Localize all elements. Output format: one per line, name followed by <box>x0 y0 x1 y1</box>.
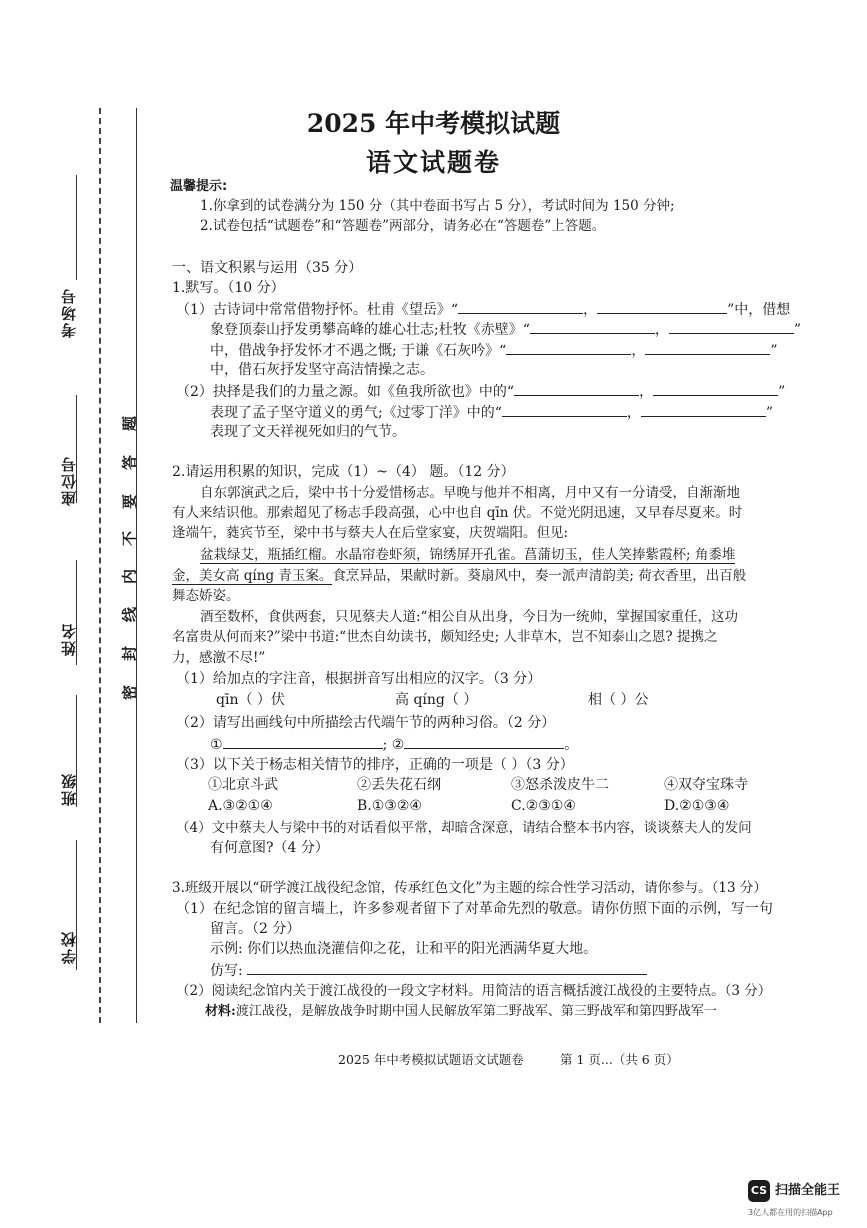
q2-sub3-choice-a[interactable]: A.③②①④ <box>208 798 273 814</box>
underlined-verse: 盆栽绿艾，瓶插红榴。水晶帘卷虾须，锦绣屏开孔雀。菖蒲切玉，佳人笑捧紫霞杯; 角黍堆 <box>200 547 736 563</box>
q2-sub3-option-1: ①北京斗武 <box>208 777 278 793</box>
field-blank-banji[interactable] <box>76 695 77 807</box>
material-label: 材料: <box>205 1004 236 1019</box>
binding-solid-line <box>136 108 137 1023</box>
q2-verse-line2 <box>172 566 746 586</box>
q1-p2-line1: （2）抉择是我们的力量之源。如《鱼我所欲也》中的“ ， ” <box>176 381 785 402</box>
answer-blank[interactable] <box>223 734 383 749</box>
q3-title: 3.班级开展以“研学渡江战役纪念馆，传承红色文化”为主题的综合性学习活动，请你参与。（13 分） <box>172 880 767 896</box>
camscanner-tagline: 3亿人都在用的扫描App <box>748 1208 833 1217</box>
answer-blank[interactable] <box>404 734 564 749</box>
q2-sub3-option-4: ④双夺宝珠寺 <box>664 777 748 793</box>
q2-sub3-option-2: ②丢失花石纲 <box>357 777 441 793</box>
field-blank-xingming[interactable] <box>76 560 77 665</box>
field-label-banji: 班级 <box>60 772 78 806</box>
q2-sub4-line2: 有何意图?（4 分） <box>210 840 329 856</box>
field-label-zuowei: 座位号 <box>60 455 78 506</box>
footer-page: 第 1 页...（共 6 页） <box>560 1052 679 1067</box>
imitate-blank[interactable] <box>247 960 647 975</box>
tips-label: 温馨提示: <box>170 179 228 194</box>
q2-sub3-choice-c[interactable]: C.②③①④ <box>511 798 576 814</box>
q2-sub2: （2）请写出画线句中所描绘古代端午节的两种习俗。（2 分） <box>176 715 556 731</box>
answer-blank[interactable] <box>669 319 794 334</box>
section-heading: 一、语文积累与运用（35 分） <box>172 260 363 276</box>
page-title: 2025 年中考模拟试题 <box>306 109 561 138</box>
seal-char-4: 内 <box>120 569 139 585</box>
field-blank-kaochang[interactable] <box>76 175 77 280</box>
q1-p2-text-a: （2）抉择是我们的力量之源。如《鱼我所欲也》中的“ <box>176 384 515 400</box>
camscanner-logo: CS <box>748 1180 770 1202</box>
seal-char-6: 要 <box>120 494 139 510</box>
q2-para1-line1: 自东郭演武之后，梁中书十分爱惜杨志。早晚与他并不相离，月中又有一分请受，自渐渐地 <box>200 485 740 501</box>
q2-sub3-option-3: ③怒杀泼皮牛二 <box>511 777 609 793</box>
q2-para2-line1: 酒至数杯，食供两套，只见蔡夫人道:“相公自从出身，今日为一统帅，掌握国家重任，这功 <box>200 609 738 625</box>
q2-sub1-c[interactable]: 相（ ）公 <box>588 692 649 708</box>
q3-example: 示例: 你们以热血浇灌信仰之花，让和平的阳光洒满华夏大地。 <box>210 941 598 957</box>
q1-p1-line1: （1）古诗词中常常借物抒怀。杜甫《望岳》“ ， ”中，借想 <box>176 299 790 320</box>
q2-sub3-choice-d[interactable]: D.②①③④ <box>664 798 730 814</box>
q2-sub1-b[interactable]: 高 qíng（ ） <box>395 692 478 708</box>
tips-item-1: 1.你拿到的试卷满分为 150 分（其中卷面书写占 5 分），考试时间为 150 分钟; <box>200 198 675 214</box>
seal-char-7: 答 <box>120 455 139 471</box>
q2-para1-line3: 逢端午，蕤宾节至，梁中书与蔡夫人在后堂家宴，庆贺端阳。但见: <box>172 525 569 541</box>
q1-title: 1.默写。（10 分） <box>172 280 285 296</box>
answer-blank[interactable] <box>506 340 631 355</box>
answer-blank[interactable] <box>641 402 766 417</box>
seal-char-2: 封 <box>120 646 139 662</box>
q2-title: 2.请运用积累的知识，完成（1）~（4） 题。（12 分） <box>172 464 515 480</box>
answer-blank[interactable] <box>458 299 583 314</box>
q3-material <box>205 1002 717 1022</box>
q1-p1-line2: 象登顶泰山抒发勇攀高峰的雄心壮志;杜牧《赤壁》“ ， ” <box>210 319 801 340</box>
q3-sub1-line1: （1）在纪念馆的留言墙上，许多参观者留下了对革命先烈的敬意。请你仿照下面的示例，写一句 <box>176 901 773 917</box>
q2-para2-line2: 名富贵从何而来?”梁中书道:“世杰自幼读书，颇知经史; 人非草木，岂不知泰山之恩? 提携之 <box>172 629 718 645</box>
answer-blank[interactable] <box>514 381 639 396</box>
q1-p1-text-b: ”中，借想 <box>727 302 791 318</box>
q2-para2-line3: 力，感激不尽!” <box>172 650 266 666</box>
verse-text: 食烹异品，果献时新。葵扇风中，奏一派声清韵美; 荷衣香里，出百般 <box>332 568 747 584</box>
answer-blank[interactable] <box>653 381 778 396</box>
seal-char-5: 不 <box>120 531 139 547</box>
seal-char-1: 密 <box>120 685 139 701</box>
q1-p1-line3: 中，借战争抒发怀才不遇之慨; 于谦《石灰吟》“ ， ” <box>210 340 778 361</box>
q3-sub1-line2: 留言。（2 分） <box>210 921 301 937</box>
q3-imitate <box>210 960 647 981</box>
q2-sub4-line1: （4）文中蔡夫人与梁中书的对话看似平常，却暗含深意，请结合整本书内容，谈谈蔡夫人的发问 <box>176 820 752 836</box>
q3-sub2: （2）阅读纪念馆内关于渡江战役的一段文字材料。用简洁的语言概括渡江战役的主要特点。（3 分） <box>176 983 772 999</box>
page-subtitle: 语文试题卷 <box>365 148 501 177</box>
footer-text: 2025 年中考模拟试题语文试题卷 <box>338 1052 524 1067</box>
q2-sub3-choice-b[interactable]: B.①③②④ <box>357 798 422 814</box>
field-blank-xuexiao[interactable] <box>76 840 77 970</box>
field-label-xingming: 姓名 <box>60 622 78 656</box>
answer-marker-1: ① <box>210 737 223 753</box>
q1-p2-text-b: 表现了孟子坚守道义的勇气;《过零丁洋》中的“ <box>210 405 502 421</box>
underlined-verse: 金，美女高 qíng 青玉案。 <box>172 568 333 584</box>
seal-char-3: 线 <box>120 607 139 623</box>
answer-marker-2: ; ② <box>382 737 405 753</box>
answer-blank[interactable] <box>502 402 627 417</box>
field-label-kaochang: 考场号 <box>60 287 78 338</box>
q1-p1-line4: 中，借石灰抒发坚守高洁情操之志。 <box>210 362 434 378</box>
answer-blank[interactable] <box>530 319 655 334</box>
q1-p2-line3: 表现了文天祥视死如归的气节。 <box>210 424 406 440</box>
q2-sub3: （3）以下关于杨志相关情节的排序，正确的一项是（ ）（3 分） <box>176 757 574 773</box>
q2-sub2-answers <box>210 734 578 755</box>
imitate-label: 仿写: <box>210 963 243 979</box>
q1-p1-text-a: （1）古诗词中常常借物抒怀。杜甫《望岳》“ <box>176 302 459 318</box>
q2-verse-line1 <box>200 545 735 565</box>
answer-blank[interactable] <box>597 299 727 314</box>
q1-p1-text-d: 中，借战争抒发怀才不遇之慨; 于谦《石灰吟》“ <box>210 343 507 359</box>
seal-char-8: 题 <box>120 416 139 432</box>
answer-blank[interactable] <box>645 340 770 355</box>
q2-sub1-a[interactable]: qīn（ ）伏 <box>216 692 285 708</box>
q2-para1-line2: 有人来结识他。那索超见了杨志手段高强，心中也自 qīn 伏。不觉光阴迅速，又早春尽夏来。时 <box>172 505 743 521</box>
q2-verse-line3: 舞态娇姿。 <box>172 588 240 604</box>
binding-dashed-line <box>99 108 101 1023</box>
q1-p2-line2: 表现了孟子坚守道义的勇气;《过零丁洋》中的“ ， ” <box>210 402 773 423</box>
tips-item-2: 2.试卷包括“试题卷”和“答题卷”两部分，请务必在“答题卷”上答题。 <box>200 218 606 234</box>
material-text: 渡江战役，是解放战争时期中国人民解放军第二野战军、第三野战军和第四野战军一 <box>235 1004 717 1019</box>
q2-sub1: （1）给加点的字注音，根据拼音写出相应的汉字。（3 分） <box>176 671 542 687</box>
camscanner-brand: 扫描全能王 <box>775 1183 841 1198</box>
q1-p1-text-c: 象登顶泰山抒发勇攀高峰的雄心壮志;杜牧《赤壁》“ <box>210 322 530 338</box>
answer-end: 。 <box>564 737 579 753</box>
field-label-xuexiao: 学校 <box>60 930 78 964</box>
field-blank-zuowei[interactable] <box>76 395 77 503</box>
